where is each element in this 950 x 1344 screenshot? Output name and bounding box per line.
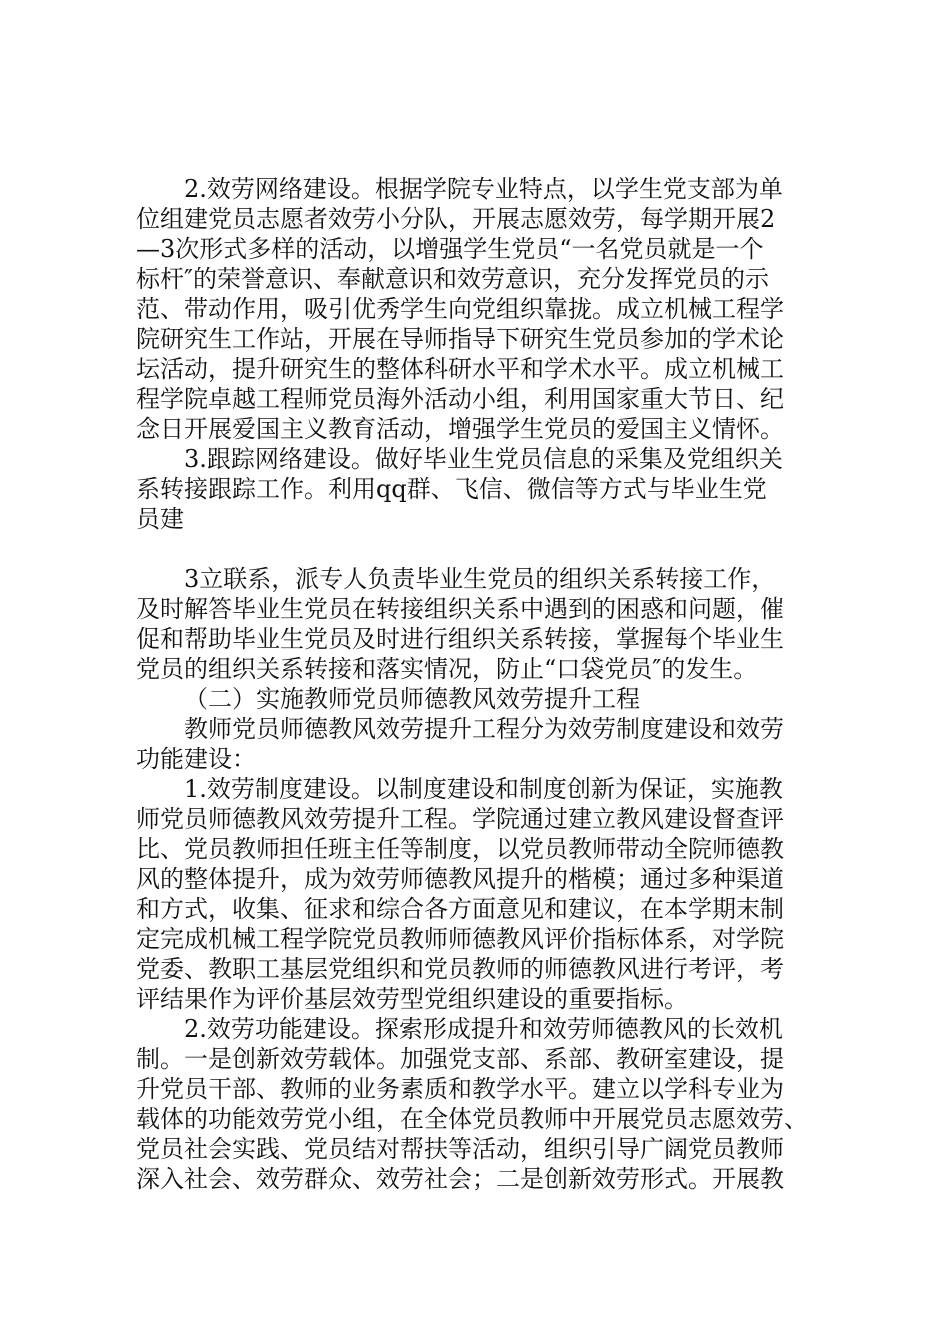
paragraph-line: 2.效劳功能建设。探索形成提升和效劳师德教风的长效机	[184, 1015, 783, 1043]
paragraph-line: 深入社会、效劳群众、效劳社会；二是创新效劳形式。开展教	[136, 1165, 784, 1193]
paragraph-line: 程学院卓越工程师党员海外活动小组，利用国家重大节日、纪	[136, 385, 784, 413]
paragraph-line: 功能建设：	[136, 745, 256, 773]
paragraph-line: 比、党员教师担任班主任等制度，以党员教师带动全院师德教	[136, 835, 784, 863]
paragraph-line: 师党员师德教风效劳提升工程。学院通过建立教风建设督查评	[136, 805, 784, 833]
paragraph-line: 党委、教职工基层党组织和党员教师的师德教风进行考评，考	[136, 955, 784, 983]
paragraph-line: 念日开展爱国主义教育活动，增强学生党员的爱国主义情怀。	[136, 415, 784, 443]
document-page	[136, 174, 826, 1194]
section-heading: （二）实施教师党员师德教风效劳提升工程	[184, 685, 640, 713]
paragraph-line: 及时解答毕业生党员在转接组织关系中遇到的困惑和问题，催	[136, 595, 784, 623]
paragraph-line: 3立联系，派专人负责毕业生党员的组织关系转接工作，	[184, 565, 776, 593]
paragraph-line: 员建	[136, 505, 184, 533]
paragraph-line: 评结果作为评价基层效劳型党组织建设的重要指标。	[136, 985, 688, 1013]
paragraph-line: —3次形式多样的活动，以增强学生党员“一名党员就是一个	[136, 235, 764, 263]
paragraph-line: 1.效劳制度建设。以制度建设和制度创新为保证，实施教	[184, 775, 783, 803]
paragraph-line: 促和帮助毕业生党员及时进行组织关系转接，掌握每个毕业生	[136, 625, 784, 653]
paragraph-line: 2.效劳网络建设。根据学院专业特点，以学生党支部为单	[184, 175, 783, 203]
blank-line	[136, 534, 826, 564]
paragraph-line: 风的整体提升，成为效劳师德教风提升的楷模；通过多种渠道	[136, 865, 784, 893]
paragraph-line: 升党员干部、教师的业务素质和教学水平。建立以学科专业为	[136, 1075, 784, 1103]
paragraph-line: 院研究生工作站，开展在导师指导下研究生党员参加的学术论	[136, 325, 784, 353]
paragraph-line: 党员的组织关系转接和落实情况，防止“口袋党员″的发生。	[136, 655, 758, 683]
paragraph-line: 定完成机械工程学院党员教师师德教风评价指标体系，对学院	[136, 925, 784, 953]
paragraph-line: 和方式，收集、征求和综合各方面意见和建议，在本学期末制	[136, 895, 784, 923]
paragraph-line: 范、带动作用，吸引优秀学生向党组织靠拢。成立机械工程学	[136, 295, 784, 323]
paragraph-line: 坛活动，提升研究生的整体科研水平和学术水平。成立机械工	[136, 355, 784, 383]
paragraph-line: 系转接跟踪工作。利用qq群、飞信、微信等方式与毕业生党	[136, 475, 767, 503]
paragraph-line: 载体的功能效劳党小组，在全体党员教师中开展党员志愿效劳、	[136, 1105, 808, 1133]
paragraph-line: 教师党员师德教风效劳提升工程分为效劳制度建设和效劳	[184, 715, 784, 743]
paragraph-line: 3.跟踪网络建设。做好毕业生党员信息的采集及党组织关	[184, 445, 783, 473]
paragraph-line: 位组建党员志愿者效劳小分队，开展志愿效劳，每学期开展2	[136, 205, 776, 233]
paragraph-line: 制。一是创新效劳载体。加强党支部、系部、教研室建设，提	[136, 1045, 784, 1073]
paragraph-line: 标杆″的荣誉意识、奉献意识和效劳意识，充分发挥党员的示	[136, 265, 769, 293]
paragraph-line: 党员社会实践、党员结对帮扶等活动，组织引导广阔党员教师	[136, 1135, 784, 1163]
